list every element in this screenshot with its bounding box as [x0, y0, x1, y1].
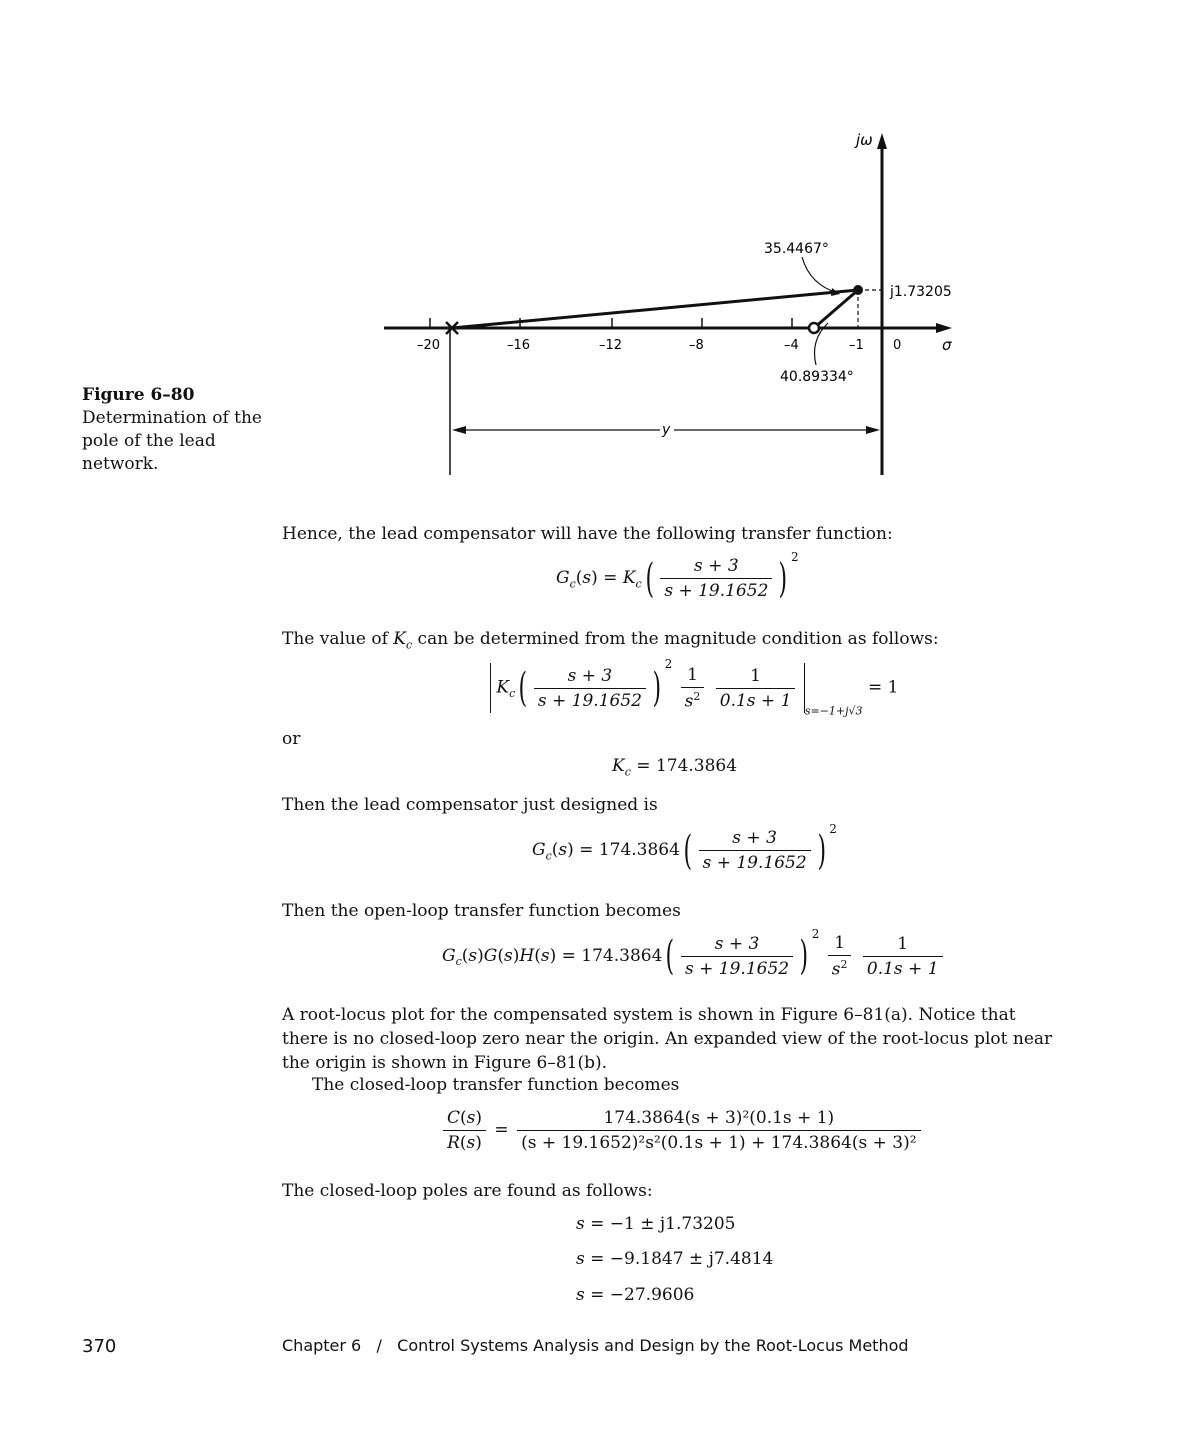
- root-locus-figure: [370, 125, 970, 485]
- equation-gc-general: $G_c(s) = K_c$( $\frac{s + 3}{s + 19.1652}$ ) $^2$: [556, 550, 799, 602]
- imag-axis-arrow: [877, 133, 887, 149]
- real-axis-label: σ: [942, 336, 952, 354]
- equation-kc-value: $K_c = 174.3864$: [612, 756, 738, 779]
- paragraph-6: A root-locus plot for the compensated system is shown in Figure 6–81(a). Notice that there is no closed-loop zero near the origin. An expanded view of the root-locus plot near the origin is shown in Figure 6–81(b).: [282, 1005, 1053, 1073]
- figure-caption-text: Determination of the pole of the lead network.: [82, 408, 262, 474]
- equation-gc-designed: $G_c(s) = 174.3864$( $\frac{s + 3}{s + 19.1652}$ ) $^2$: [532, 822, 837, 874]
- pole-vector: [452, 290, 858, 328]
- tick-label: –12: [599, 338, 623, 353]
- closed-loop-pole-2: s = −9.1847 ± j7.4814: [576, 1249, 774, 1269]
- paragraph-or: or: [282, 729, 301, 749]
- tick-label: 0: [893, 338, 902, 353]
- tick-label: –16: [507, 338, 531, 353]
- equation-magnitude-condition: $K_c$( $\frac{s + 3}{s + 19.1652}$ )$^2$ $\frac{1}{s^2}$ $\frac{1}{0.1s + 1}$ $_{s=-1+j√3}$ = 1: [490, 663, 898, 718]
- dimension-arrow-left: [452, 426, 466, 434]
- imag-axis-label: jω: [856, 131, 873, 149]
- point-label: j1.73205: [890, 284, 952, 300]
- tick-label: –1: [849, 338, 864, 353]
- paragraph-5: Then the open-loop transfer function becomes: [282, 901, 681, 921]
- angle-top-label: 35.4467°: [764, 241, 829, 257]
- page-number: 370: [82, 1336, 117, 1357]
- equation-open-loop: $G_c(s)G(s)H(s) = 174.3864$( $\frac{s + 3}{s + 19.1652}$ ) $^2$ $\frac{1}{s^2}$ $\frac{1}{0.1s + 1}$: [442, 933, 946, 980]
- angle-top-leader: [802, 257, 838, 293]
- paragraph-2: The value of $K_c$ can be determined from the magnitude condition as follows:: [282, 629, 939, 652]
- paragraph-7: The closed-loop transfer function becomes: [312, 1075, 680, 1095]
- zero-marker: [809, 323, 819, 333]
- closed-loop-pole-3: s = −27.9606: [576, 1285, 695, 1305]
- zero-vector: [814, 290, 858, 328]
- running-footer: Chapter 6 / Control Systems Analysis and Design by the Root-Locus Method: [282, 1336, 909, 1355]
- angle-bottom-label: 40.89334°: [780, 369, 854, 385]
- figure-label: Figure 6–80: [82, 385, 195, 405]
- real-axis-arrow: [936, 323, 952, 333]
- closed-loop-pole-1: s = −1 ± j1.73205: [576, 1214, 736, 1234]
- figure-caption: [82, 384, 272, 476]
- tick-label: –20: [417, 338, 441, 353]
- paragraph-8: The closed-loop poles are found as follows:: [282, 1181, 653, 1201]
- tick-label: –8: [689, 338, 704, 353]
- dimension-arrow-right: [866, 426, 880, 434]
- tick-label: –4: [784, 338, 799, 353]
- paragraph-4: Then the lead compensator just designed is: [282, 795, 658, 815]
- paragraph-1: Hence, the lead compensator will have the following transfer function:: [282, 524, 893, 544]
- dimension-label: y: [662, 422, 671, 438]
- equation-closed-loop: $\frac{C(s)}{R(s)}$ = $\frac{\text{174.3864(s + 3)²(0.1s + 1)}}{\text{(s + 19.1652)²s²(0.1s + 1) + 174.3864(s + 3)²}}$: [440, 1108, 924, 1153]
